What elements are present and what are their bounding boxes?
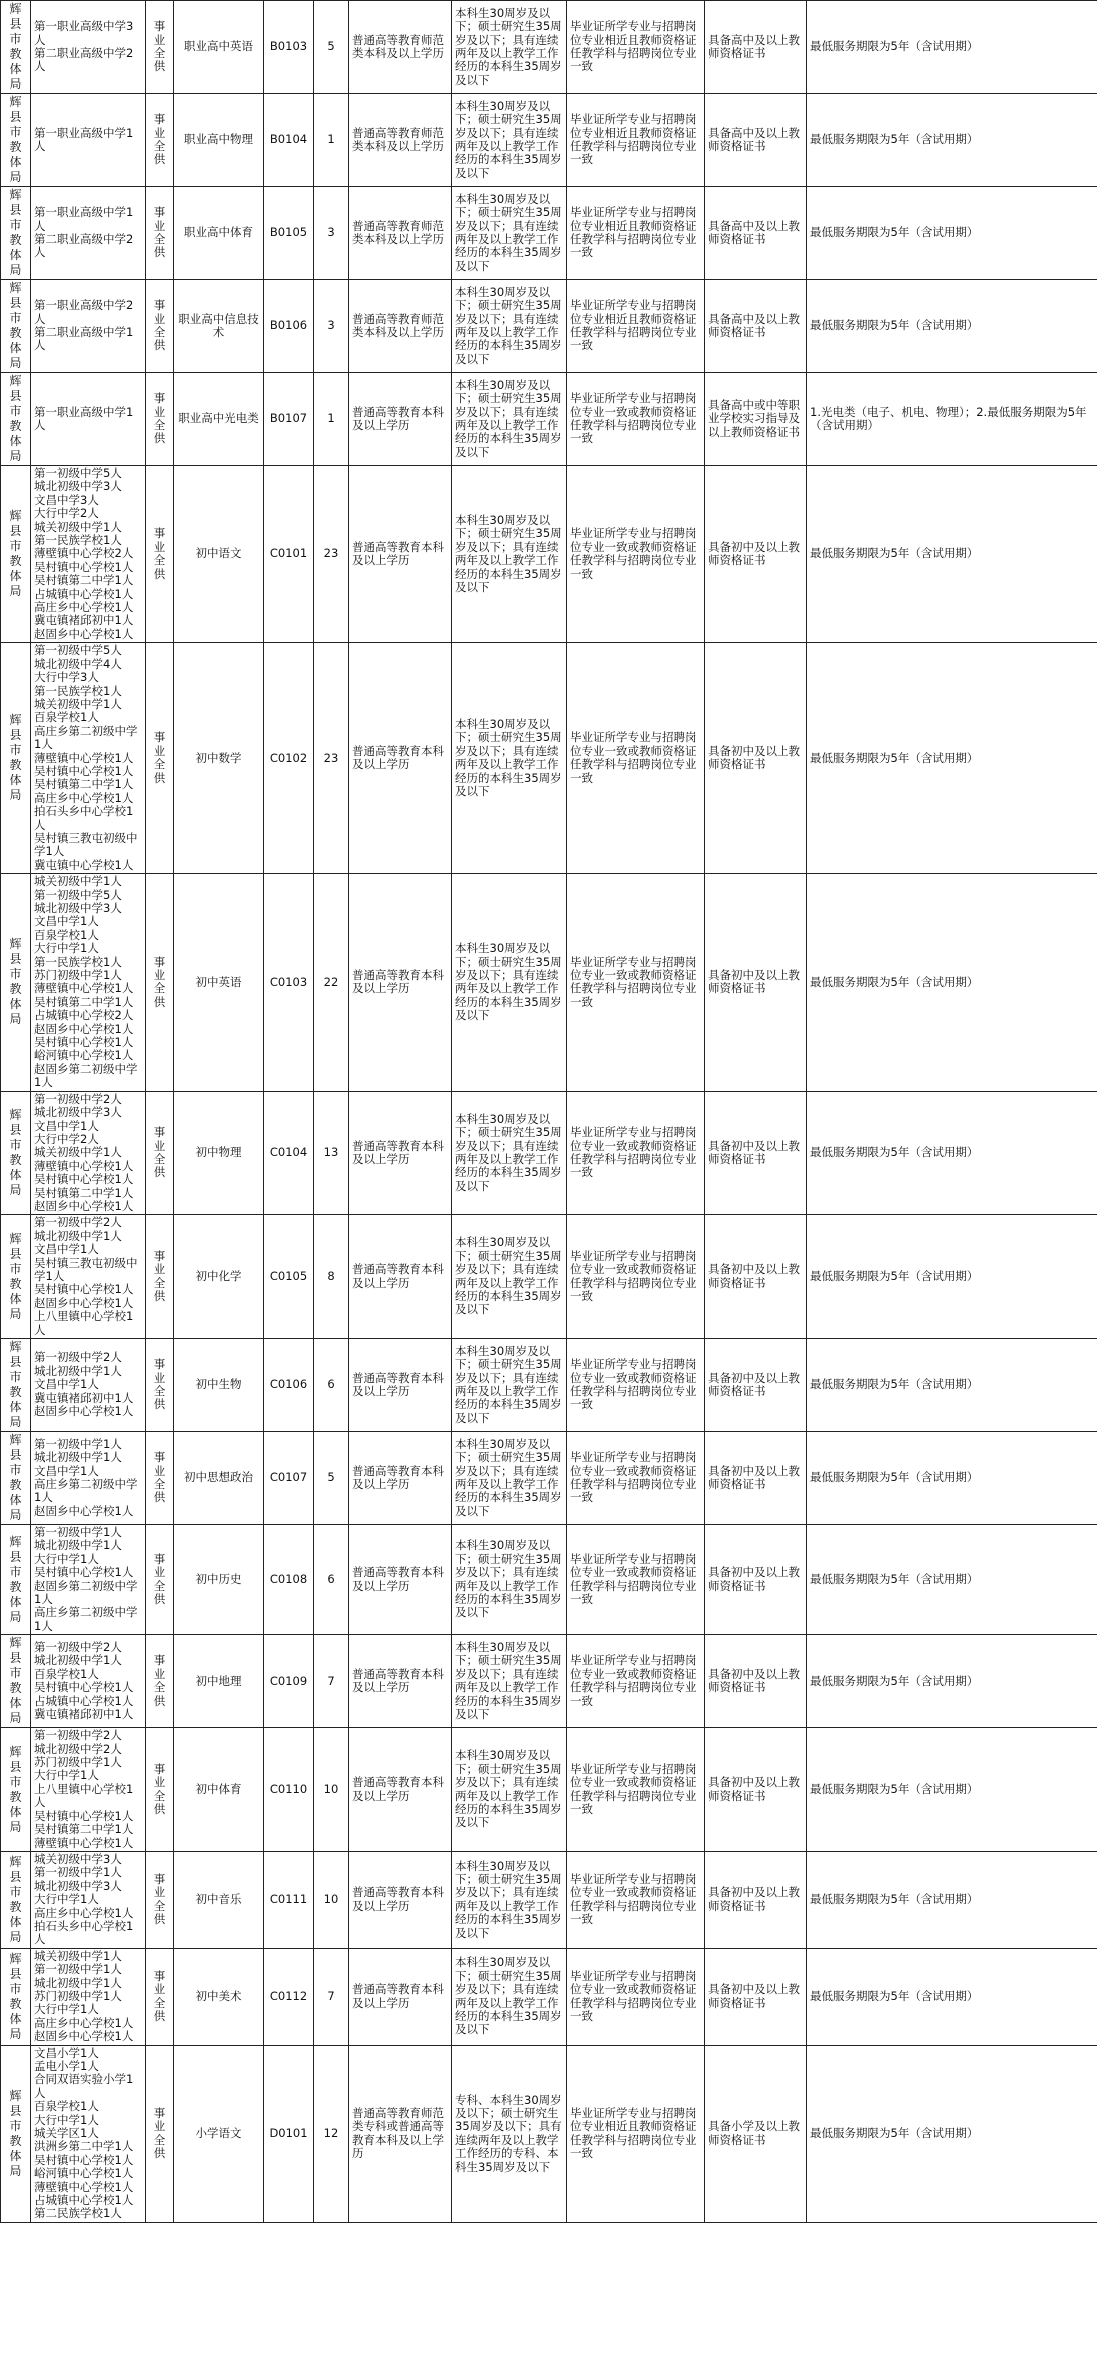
age-cell: 本科生30周岁及以下；硕士研究生35周岁及以下；具有连续两年及以上教学工作经历的本科生35周岁及以下 [452, 94, 567, 187]
certificate-cell: 具备高中及以上教师资格证书 [705, 280, 807, 373]
code-cell: C0112 [264, 1948, 314, 2045]
education-cell: 普通高等教育本科及以上学历 [349, 643, 452, 874]
code-cell: B0106 [264, 280, 314, 373]
major-cell: 毕业证所学专业与招聘岗位专业相近且教师资格证任教学科与招聘岗位专业一致 [567, 94, 705, 187]
age-cell: 本科生30周岁及以下；硕士研究生35周岁及以下；具有连续两年及以上教学工作经历的本科生35周岁及以下 [452, 643, 567, 874]
major-cell: 毕业证所学专业与招聘岗位专业一致或教师资格证任教学科与招聘岗位专业一致 [567, 1525, 705, 1635]
certificate-cell: 具备初中及以上教师资格证书 [705, 1215, 807, 1339]
count-cell: 5 [314, 1, 349, 94]
code-cell: C0104 [264, 1091, 314, 1215]
count-cell: 10 [314, 1851, 349, 1948]
certificate-cell: 具备初中及以上教师资格证书 [705, 466, 807, 643]
remark-cell: 最低服务期限为5年（含试用期） [807, 466, 1097, 643]
code-cell: C0101 [264, 466, 314, 643]
table-row [1, 94, 1097, 187]
count-cell: 22 [314, 874, 349, 1092]
age-cell: 本科生30周岁及以下；硕士研究生35周岁及以下；具有连续两年及以上教学工作经历的本科生35周岁及以下 [452, 187, 567, 280]
certificate-cell: 具备初中及以上教师资格证书 [705, 1728, 807, 1852]
department-cell: 辉县市教体局 [1, 280, 31, 373]
post-cell: 初中美术 [174, 1948, 264, 2045]
certificate-cell: 具备初中及以上教师资格证书 [705, 1948, 807, 2045]
code-cell: D0101 [264, 2045, 314, 2222]
schools-cell: 第一职业高级中学1人 [31, 94, 146, 187]
education-cell: 普通高等教育本科及以上学历 [349, 1728, 452, 1852]
education-cell: 普通高等教育师范类专科或普通高等教育本科及以上学历 [349, 2045, 452, 2222]
education-cell: 普通高等教育师范类本科及以上学历 [349, 94, 452, 187]
code-cell: C0109 [264, 1635, 314, 1728]
table-row [1, 2045, 1097, 2222]
post-cell: 初中历史 [174, 1525, 264, 1635]
count-cell: 3 [314, 280, 349, 373]
post-cell: 初中物理 [174, 1091, 264, 1215]
schools-cell: 第一初级中学2人 城北初级中学2人 苏门初级中学1人 大行中学1人 上八里镇中心学校1人 吴村镇中心学校1人 吴村镇第二中学1人 薄壁镇中心学校1人 [31, 1728, 146, 1852]
schools-cell: 第一职业高级中学2人 第二职业高级中学1人 [31, 280, 146, 373]
department-cell: 辉县市教体局 [1, 94, 31, 187]
department-cell: 辉县市教体局 [1, 187, 31, 280]
code-cell: C0102 [264, 643, 314, 874]
nature-cell: 事业全供 [146, 1339, 174, 1432]
count-cell: 23 [314, 643, 349, 874]
schools-cell: 第一职业高级中学1人 [31, 373, 146, 466]
count-cell: 7 [314, 1948, 349, 2045]
nature-cell: 事业全供 [146, 2045, 174, 2222]
count-cell: 6 [314, 1525, 349, 1635]
count-cell: 10 [314, 1728, 349, 1852]
schools-cell: 第一初级中学2人 城北初级中学3人 文昌中学1人 大行中学2人 城关初级中学1人 薄壁镇中心学校1人 吴村镇中心学校1人 吴村镇第二中学1人 赵固乡中心学校1人 [31, 1091, 146, 1215]
post-cell: 小学语文 [174, 2045, 264, 2222]
table-body [1, 1, 1097, 2223]
schools-cell: 第一职业高级中学3人 第二职业高级中学2人 [31, 1, 146, 94]
table-row [1, 1215, 1097, 1339]
count-cell: 12 [314, 2045, 349, 2222]
age-cell: 本科生30周岁及以下；硕士研究生35周岁及以下；具有连续两年及以上教学工作经历的本科生35周岁及以下 [452, 1851, 567, 1948]
post-cell: 职业高中体育 [174, 187, 264, 280]
table-row [1, 466, 1097, 643]
remark-cell: 最低服务期限为5年（含试用期） [807, 1948, 1097, 2045]
department-cell: 辉县市教体局 [1, 2045, 31, 2222]
nature-cell: 事业全供 [146, 1851, 174, 1948]
schools-cell: 第一初级中学1人 城北初级中学1人 文昌中学1人 高庄乡第二初级中学1人 赵固乡中心学校1人 [31, 1432, 146, 1525]
code-cell: C0110 [264, 1728, 314, 1852]
department-cell: 辉县市教体局 [1, 466, 31, 643]
table-row [1, 1525, 1097, 1635]
nature-cell: 事业全供 [146, 94, 174, 187]
education-cell: 普通高等教育本科及以上学历 [349, 1525, 452, 1635]
schools-cell: 第一初级中学2人 城北初级中学1人 百泉学校1人 吴村镇中心学校1人 占城镇中心学校1人 冀屯镇褚邱初中1人 [31, 1635, 146, 1728]
table-row [1, 1432, 1097, 1525]
count-cell: 1 [314, 94, 349, 187]
certificate-cell: 具备初中及以上教师资格证书 [705, 1432, 807, 1525]
table-row [1, 280, 1097, 373]
table-row [1, 1948, 1097, 2045]
count-cell: 5 [314, 1432, 349, 1525]
department-cell: 辉县市教体局 [1, 1, 31, 94]
schools-cell: 第一初级中学1人 城北初级中学1人 大行中学1人 吴村镇中心学校1人 赵固乡第二初级中学1人 高庄乡第二初级中学1人 [31, 1525, 146, 1635]
remark-cell: 最低服务期限为5年（含试用期） [807, 1525, 1097, 1635]
certificate-cell: 具备小学及以上教师资格证书 [705, 2045, 807, 2222]
major-cell: 毕业证所学专业与招聘岗位专业一致或教师资格证任教学科与招聘岗位专业一致 [567, 874, 705, 1092]
age-cell: 本科生30周岁及以下；硕士研究生35周岁及以下；具有连续两年及以上教学工作经历的本科生35周岁及以下 [452, 466, 567, 643]
schools-cell: 第一初级中学5人 城北初级中学4人 大行中学3人 第一民族学校1人 城关初级中学1人 百泉学校1人 高庄乡第二初级中学1人 薄壁镇中心学校1人 吴村镇中心学校1人 吴村镇第二中学1人 高庄乡中心学校1人 拍石头乡中心学校1人 吴村镇三教屯初级中学1人 冀屯镇中心学校1人 [31, 643, 146, 874]
nature-cell: 事业全供 [146, 1, 174, 94]
post-cell: 初中音乐 [174, 1851, 264, 1948]
nature-cell: 事业全供 [146, 373, 174, 466]
table-row [1, 1851, 1097, 1948]
post-cell: 初中语文 [174, 466, 264, 643]
code-cell: C0106 [264, 1339, 314, 1432]
department-cell: 辉县市教体局 [1, 373, 31, 466]
major-cell: 毕业证所学专业与招聘岗位专业相近且教师资格证任教学科与招聘岗位专业一致 [567, 280, 705, 373]
education-cell: 普通高等教育本科及以上学历 [349, 1215, 452, 1339]
remark-cell: 最低服务期限为5年（含试用期） [807, 280, 1097, 373]
post-cell: 初中地理 [174, 1635, 264, 1728]
education-cell: 普通高等教育本科及以上学历 [349, 1851, 452, 1948]
certificate-cell: 具备初中及以上教师资格证书 [705, 874, 807, 1092]
department-cell: 辉县市教体局 [1, 1525, 31, 1635]
remark-cell: 1.光电类（电子、机电、物理）；2.最低服务期限为5年（含试用期） [807, 373, 1097, 466]
age-cell: 本科生30周岁及以下；硕士研究生35周岁及以下；具有连续两年及以上教学工作经历的本科生35周岁及以下 [452, 1728, 567, 1852]
nature-cell: 事业全供 [146, 1091, 174, 1215]
table-row [1, 1, 1097, 94]
post-cell: 职业高中信息技术 [174, 280, 264, 373]
major-cell: 毕业证所学专业与招聘岗位专业相近且教师资格证任教学科与招聘岗位专业一致 [567, 2045, 705, 2222]
table-row [1, 373, 1097, 466]
remark-cell: 最低服务期限为5年（含试用期） [807, 874, 1097, 1092]
department-cell: 辉县市教体局 [1, 1215, 31, 1339]
code-cell: B0107 [264, 373, 314, 466]
major-cell: 毕业证所学专业与招聘岗位专业一致或教师资格证任教学科与招聘岗位专业一致 [567, 1215, 705, 1339]
major-cell: 毕业证所学专业与招聘岗位专业一致或教师资格证任教学科与招聘岗位专业一致 [567, 1091, 705, 1215]
certificate-cell: 具备高中或中等职业学校实习指导及以上教师资格证书 [705, 373, 807, 466]
major-cell: 毕业证所学专业与招聘岗位专业相近且教师资格证任教学科与招聘岗位专业一致 [567, 1, 705, 94]
code-cell: B0104 [264, 94, 314, 187]
age-cell: 本科生30周岁及以下；硕士研究生35周岁及以下；具有连续两年及以上教学工作经历的本科生35周岁及以下 [452, 1339, 567, 1432]
post-cell: 初中思想政治 [174, 1432, 264, 1525]
schools-cell: 第一初级中学5人 城北初级中学3人 文昌中学3人 大行中学2人 城关初级中学1人 第一民族学校1人 薄壁镇中心学校2人 吴村镇中心学校1人 吴村镇第二中学1人 占城镇中心学校1人 高庄乡中心学校1人 冀屯镇褚邱初中1人 赵固乡中心学校1人 [31, 466, 146, 643]
code-cell: B0105 [264, 187, 314, 280]
nature-cell: 事业全供 [146, 280, 174, 373]
code-cell: C0107 [264, 1432, 314, 1525]
education-cell: 普通高等教育师范类本科及以上学历 [349, 187, 452, 280]
remark-cell: 最低服务期限为5年（含试用期） [807, 643, 1097, 874]
code-cell: B0103 [264, 1, 314, 94]
major-cell: 毕业证所学专业与招聘岗位专业一致或教师资格证任教学科与招聘岗位专业一致 [567, 1728, 705, 1852]
post-cell: 初中化学 [174, 1215, 264, 1339]
age-cell: 本科生30周岁及以下；硕士研究生35周岁及以下；具有连续两年及以上教学工作经历的本科生35周岁及以下 [452, 1635, 567, 1728]
nature-cell: 事业全供 [146, 1635, 174, 1728]
remark-cell: 最低服务期限为5年（含试用期） [807, 1851, 1097, 1948]
department-cell: 辉县市教体局 [1, 874, 31, 1092]
major-cell: 毕业证所学专业与招聘岗位专业一致或教师资格证任教学科与招聘岗位专业一致 [567, 1339, 705, 1432]
schools-cell: 文昌小学1人 孟电小学1人 合同双语实验小学1人 百泉学校1人 大行中学1人 城关学区1人 洪洲乡第二中学1人 吴村镇中心学校1人 峪河镇中心学校1人 薄壁镇中心学校1人 占城镇中心学校1人 第二民族学校1人 [31, 2045, 146, 2222]
education-cell: 普通高等教育本科及以上学历 [349, 1432, 452, 1525]
post-cell: 初中体育 [174, 1728, 264, 1852]
major-cell: 毕业证所学专业与招聘岗位专业一致或教师资格证任教学科与招聘岗位专业一致 [567, 643, 705, 874]
age-cell: 本科生30周岁及以下；硕士研究生35周岁及以下；具有连续两年及以上教学工作经历的本科生35周岁及以下 [452, 280, 567, 373]
code-cell: C0103 [264, 874, 314, 1092]
nature-cell: 事业全供 [146, 643, 174, 874]
schools-cell: 第一职业高级中学1人 第二职业高级中学2人 [31, 187, 146, 280]
schools-cell: 城关初级中学1人 第一初级中学5人 城北初级中学3人 文昌中学1人 百泉学校1人 大行中学1人 第一民族学校1人 苏门初级中学1人 薄壁镇中心学校1人 吴村镇第二中学1人 占城镇中心学校2人 赵固乡中心学校1人 吴村镇中心学校1人 峪河镇中心学校1人 赵固乡第二初级中学1人 [31, 874, 146, 1092]
post-cell: 初中生物 [174, 1339, 264, 1432]
nature-cell: 事业全供 [146, 1728, 174, 1852]
nature-cell: 事业全供 [146, 874, 174, 1092]
code-cell: C0105 [264, 1215, 314, 1339]
post-cell: 初中英语 [174, 874, 264, 1092]
age-cell: 本科生30周岁及以下；硕士研究生35周岁及以下；具有连续两年及以上教学工作经历的本科生35周岁及以下 [452, 874, 567, 1092]
department-cell: 辉县市教体局 [1, 1851, 31, 1948]
age-cell: 本科生30周岁及以下；硕士研究生35周岁及以下；具有连续两年及以上教学工作经历的本科生35周岁及以下 [452, 1091, 567, 1215]
remark-cell: 最低服务期限为5年（含试用期） [807, 1432, 1097, 1525]
remark-cell: 最低服务期限为5年（含试用期） [807, 1728, 1097, 1852]
count-cell: 6 [314, 1339, 349, 1432]
post-cell: 职业高中物理 [174, 94, 264, 187]
age-cell: 本科生30周岁及以下；硕士研究生35周岁及以下；具有连续两年及以上教学工作经历的本科生35周岁及以下 [452, 1948, 567, 2045]
remark-cell: 最低服务期限为5年（含试用期） [807, 1635, 1097, 1728]
department-cell: 辉县市教体局 [1, 643, 31, 874]
department-cell: 辉县市教体局 [1, 1728, 31, 1852]
certificate-cell: 具备初中及以上教师资格证书 [705, 1091, 807, 1215]
education-cell: 普通高等教育本科及以上学历 [349, 1948, 452, 2045]
certificate-cell: 具备初中及以上教师资格证书 [705, 1851, 807, 1948]
department-cell: 辉县市教体局 [1, 1635, 31, 1728]
age-cell: 本科生30周岁及以下；硕士研究生35周岁及以下；具有连续两年及以上教学工作经历的本科生35周岁及以下 [452, 1, 567, 94]
remark-cell: 最低服务期限为5年（含试用期） [807, 94, 1097, 187]
major-cell: 毕业证所学专业与招聘岗位专业一致或教师资格证任教学科与招聘岗位专业一致 [567, 1851, 705, 1948]
age-cell: 本科生30周岁及以下；硕士研究生35周岁及以下；具有连续两年及以上教学工作经历的本科生35周岁及以下 [452, 373, 567, 466]
education-cell: 普通高等教育本科及以上学历 [349, 874, 452, 1092]
table-row [1, 187, 1097, 280]
table-row [1, 643, 1097, 874]
education-cell: 普通高等教育本科及以上学历 [349, 1339, 452, 1432]
major-cell: 毕业证所学专业与招聘岗位专业相近且教师资格证任教学科与招聘岗位专业一致 [567, 187, 705, 280]
remark-cell: 最低服务期限为5年（含试用期） [807, 1215, 1097, 1339]
age-cell: 本科生30周岁及以下；硕士研究生35周岁及以下；具有连续两年及以上教学工作经历的本科生35周岁及以下 [452, 1432, 567, 1525]
remark-cell: 最低服务期限为5年（含试用期） [807, 2045, 1097, 2222]
department-cell: 辉县市教体局 [1, 1948, 31, 2045]
department-cell: 辉县市教体局 [1, 1091, 31, 1215]
table-row [1, 874, 1097, 1092]
schools-cell: 第一初级中学2人 城北初级中学1人 文昌中学1人 冀屯镇褚邱初中1人 赵固乡中心学校1人 [31, 1339, 146, 1432]
major-cell: 毕业证所学专业与招聘岗位专业一致或教师资格证任教学科与招聘岗位专业一致 [567, 373, 705, 466]
code-cell: C0111 [264, 1851, 314, 1948]
department-cell: 辉县市教体局 [1, 1432, 31, 1525]
nature-cell: 事业全供 [146, 466, 174, 643]
count-cell: 7 [314, 1635, 349, 1728]
count-cell: 3 [314, 187, 349, 280]
age-cell: 本科生30周岁及以下；硕士研究生35周岁及以下；具有连续两年及以上教学工作经历的本科生35周岁及以下 [452, 1525, 567, 1635]
nature-cell: 事业全供 [146, 1432, 174, 1525]
nature-cell: 事业全供 [146, 1525, 174, 1635]
nature-cell: 事业全供 [146, 187, 174, 280]
remark-cell: 最低服务期限为5年（含试用期） [807, 187, 1097, 280]
department-cell: 辉县市教体局 [1, 1339, 31, 1432]
certificate-cell: 具备初中及以上教师资格证书 [705, 643, 807, 874]
schools-cell: 城关初级中学3人 第一初级中学1人 城北初级中学3人 大行中学1人 高庄乡中心学校1人 拍石头乡中心学校1人 [31, 1851, 146, 1948]
count-cell: 1 [314, 373, 349, 466]
education-cell: 普通高等教育本科及以上学历 [349, 1635, 452, 1728]
certificate-cell: 具备初中及以上教师资格证书 [705, 1525, 807, 1635]
age-cell: 本科生30周岁及以下；硕士研究生35周岁及以下；具有连续两年及以上教学工作经历的本科生35周岁及以下 [452, 1215, 567, 1339]
education-cell: 普通高等教育本科及以上学历 [349, 373, 452, 466]
certificate-cell: 具备初中及以上教师资格证书 [705, 1339, 807, 1432]
schools-cell: 第一初级中学2人 城北初级中学1人 文昌中学1人 吴村镇三教屯初级中学1人 吴村镇中心学校1人 赵固乡中心学校1人 上八里镇中心学校1人 [31, 1215, 146, 1339]
table-row [1, 1728, 1097, 1852]
education-cell: 普通高等教育本科及以上学历 [349, 466, 452, 643]
education-cell: 普通高等教育本科及以上学历 [349, 1091, 452, 1215]
certificate-cell: 具备高中及以上教师资格证书 [705, 94, 807, 187]
education-cell: 普通高等教育师范类本科及以上学历 [349, 1, 452, 94]
post-cell: 初中数学 [174, 643, 264, 874]
table-row [1, 1339, 1097, 1432]
post-cell: 职业高中光电类 [174, 373, 264, 466]
count-cell: 8 [314, 1215, 349, 1339]
major-cell: 毕业证所学专业与招聘岗位专业一致或教师资格证任教学科与招聘岗位专业一致 [567, 466, 705, 643]
post-cell: 职业高中英语 [174, 1, 264, 94]
remark-cell: 最低服务期限为5年（含试用期） [807, 1339, 1097, 1432]
certificate-cell: 具备高中及以上教师资格证书 [705, 1, 807, 94]
code-cell: C0108 [264, 1525, 314, 1635]
table-row [1, 1091, 1097, 1215]
nature-cell: 事业全供 [146, 1948, 174, 2045]
certificate-cell: 具备初中及以上教师资格证书 [705, 1635, 807, 1728]
table-row [1, 1635, 1097, 1728]
education-cell: 普通高等教育师范类本科及以上学历 [349, 280, 452, 373]
schools-cell: 城关初级中学1人 第一初级中学1人 城北初级中学1人 苏门初级中学1人 大行中学1人 高庄乡中心学校1人 赵固乡中心学校1人 [31, 1948, 146, 2045]
count-cell: 13 [314, 1091, 349, 1215]
major-cell: 毕业证所学专业与招聘岗位专业一致或教师资格证任教学科与招聘岗位专业一致 [567, 1948, 705, 2045]
certificate-cell: 具备高中及以上教师资格证书 [705, 187, 807, 280]
nature-cell: 事业全供 [146, 1215, 174, 1339]
remark-cell: 最低服务期限为5年（含试用期） [807, 1091, 1097, 1215]
major-cell: 毕业证所学专业与招聘岗位专业一致或教师资格证任教学科与招聘岗位专业一致 [567, 1635, 705, 1728]
major-cell: 毕业证所学专业与招聘岗位专业一致或教师资格证任教学科与招聘岗位专业一致 [567, 1432, 705, 1525]
count-cell: 23 [314, 466, 349, 643]
remark-cell: 最低服务期限为5年（含试用期） [807, 1, 1097, 94]
age-cell: 专科、本科生30周岁及以下；硕士研究生35周岁及以下；具有连续两年及以上教学工作经历的专科、本科生35周岁及以下 [452, 2045, 567, 2222]
